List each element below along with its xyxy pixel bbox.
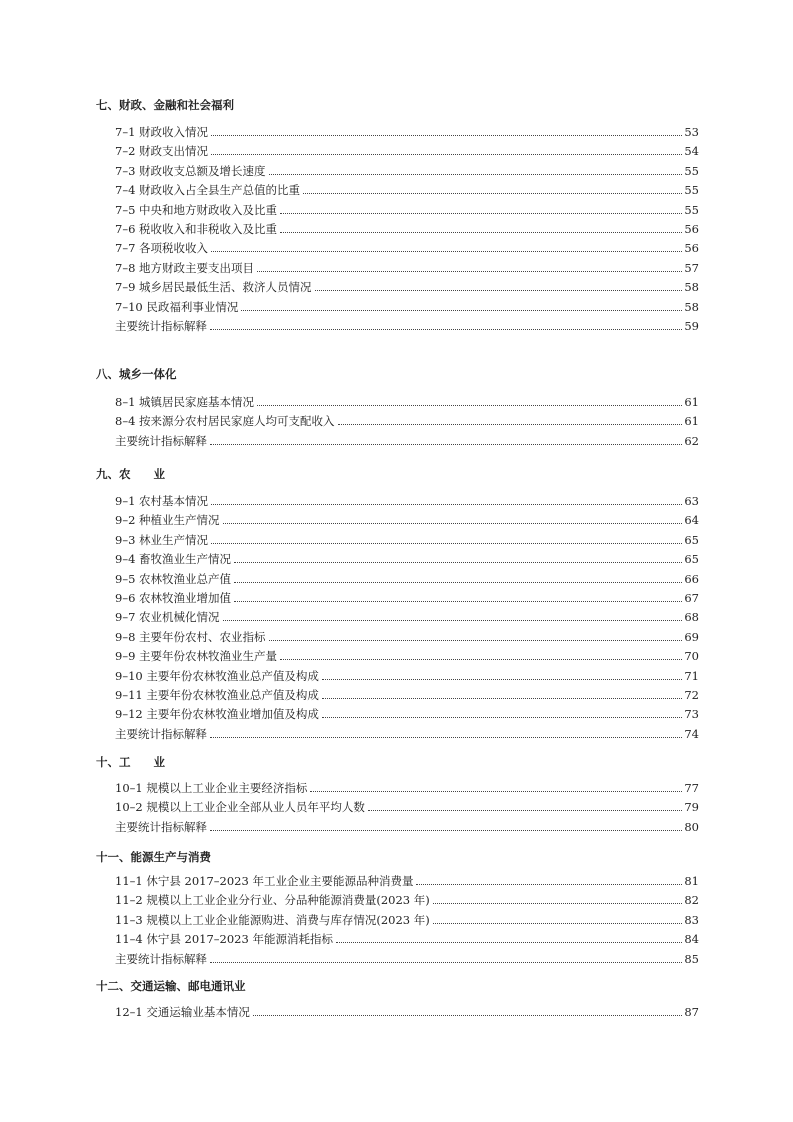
page-number: 53 [684,125,699,139]
page-number: 77 [684,781,699,795]
dot-leader [322,698,683,699]
dot-leader [210,830,682,831]
toc-entry[interactable] [115,512,699,528]
toc-entry[interactable] [115,413,699,429]
entry-title: 9–6 农林牧渔业增加值 [115,591,232,605]
page-number: 81 [684,874,699,888]
dot-leader [257,405,682,406]
toc-entry[interactable] [115,609,699,625]
page-number: 61 [684,414,699,429]
entry-title: 主要统计指标解释 [115,433,207,448]
toc-entry[interactable] [115,1004,699,1020]
toc-entry[interactable] [115,202,699,218]
entry-title: 7–6 税收收入和非税收入及比重 [115,222,278,236]
toc-entry[interactable] [115,571,699,587]
page-number: 64 [684,513,699,528]
entry-title: 11–1 休宁县 2017–2023 年工业企业主要能源品种消费量 [115,874,414,888]
page-number: 56 [684,241,699,256]
toc-entry[interactable] [115,143,699,159]
toc-entry[interactable] [115,687,699,703]
section-heading: 八、城乡一体化 [96,367,177,381]
toc-entry[interactable] [115,706,699,722]
toc-entry[interactable] [115,799,699,815]
entry-title: 9–10 主要年份农林牧渔业总产值及构成 [115,668,319,683]
dot-leader [433,923,683,924]
dot-leader [211,504,682,505]
page-number: 79 [684,800,699,815]
entry-title: 主要统计指标解释 [115,726,207,741]
page-number: 56 [684,222,699,236]
entry-title: 7–7 各项税收收入 [115,241,209,256]
dot-leader [211,154,682,155]
page-number: 58 [684,280,699,295]
dot-leader [310,791,682,792]
entry-title: 7–9 城乡居民最低生活、救济人员情况 [115,280,312,295]
entry-title: 11–4 休宁县 2017–2023 年能源消耗指标 [115,932,333,947]
dot-leader [210,329,682,330]
page-number: 82 [684,893,699,908]
dot-leader [234,582,682,583]
page-number: 55 [684,183,699,198]
page-number: 84 [684,932,699,947]
page-number: 66 [684,571,699,586]
entry-title: 7–4 财政收入占全县生产总值的比重 [115,183,301,198]
entry-title: 8–1 城镇居民家庭基本情况 [115,395,255,409]
page-number: 59 [684,319,699,333]
toc-entry[interactable] [115,629,699,645]
dot-leader [433,903,683,904]
dot-leader [211,543,682,544]
page-number: 55 [684,163,699,178]
page-number: 58 [684,299,699,314]
toc-entry[interactable] [115,532,699,548]
entry-title: 7–10 民政福利事业情况 [115,299,239,314]
entry-title: 9–1 农村基本情况 [115,494,209,508]
page-number: 70 [684,649,699,664]
dot-leader [223,523,683,524]
page-number: 61 [684,395,699,409]
section-heading: 九、农 业 [96,467,165,481]
toc-entry[interactable] [115,873,699,889]
dot-leader [336,942,682,943]
page-number: 83 [684,912,699,927]
page-number: 57 [684,260,699,275]
section-heading: 十二、交通运输、邮电通讯业 [96,979,246,993]
dot-leader [223,620,683,621]
entry-title: 9–3 林业生产情况 [115,532,209,547]
toc-entry[interactable] [115,819,699,835]
toc-entry[interactable] [115,260,699,276]
entry-title: 7–3 财政收支总额及增长速度 [115,163,266,178]
dot-leader [234,601,682,602]
dot-leader [303,193,682,194]
dot-leader [269,174,683,175]
toc-entry[interactable] [115,221,699,237]
entry-title: 11–2 规模以上工业企业分行业、分品种能源消费量(2023 年) [115,893,430,908]
page-number: 74 [684,726,699,741]
page-number: 63 [684,494,699,508]
entry-title: 8–4 按来源分农村居民家庭人均可支配收入 [115,414,335,429]
entry-title: 9–4 畜牧渔业生产情况 [115,552,232,567]
dot-leader [241,310,682,311]
toc-entry[interactable] [115,433,699,449]
entry-title: 9–11 主要年份农林牧渔业总产值及构成 [115,688,319,702]
entry-title: 9–12 主要年份农林牧渔业增加值及构成 [115,707,319,722]
section-heading: 七、财政、金融和社会福利 [96,98,234,112]
entry-title: 主要统计指标解释 [115,951,207,966]
page-number: 55 [684,202,699,217]
toc-entry[interactable] [115,912,699,928]
page-number: 54 [684,144,699,159]
entry-title: 11–3 规模以上工业企业能源购进、消费与库存情况(2023 年) [115,912,430,927]
entry-title: 9–8 主要年份农村、农业指标 [115,629,266,644]
page-number: 73 [684,707,699,722]
entry-title: 7–8 地方财政主要支出项目 [115,260,255,275]
entry-title: 7–1 财政收入情况 [115,125,209,139]
dot-leader [280,213,682,214]
dot-leader [210,962,682,963]
entry-title: 7–5 中央和地方财政收入及比重 [115,202,278,217]
entry-title: 10–1 规模以上工业企业主要经济指标 [115,781,308,795]
toc-entry[interactable] [115,726,699,742]
page-number: 85 [684,951,699,966]
toc-entry[interactable] [115,299,699,315]
toc-entry[interactable] [115,780,699,796]
dot-leader [269,640,683,641]
entry-title: 9–2 种植业生产情况 [115,513,220,528]
toc-entry[interactable] [115,493,699,509]
page-number: 68 [684,610,699,625]
page-number: 65 [684,532,699,547]
page-number: 69 [684,629,699,644]
dot-leader [322,717,683,718]
page-number: 72 [684,688,699,702]
dot-leader [211,251,682,252]
toc-entry[interactable] [115,668,699,684]
toc-entry[interactable] [115,240,699,256]
page-number: 80 [684,819,699,834]
dot-leader [322,679,683,680]
toc-entry[interactable] [115,318,699,334]
toc-entry[interactable] [115,124,699,140]
section-heading: 十、工 业 [96,755,165,769]
page-number: 67 [684,591,699,605]
toc-entry[interactable] [115,648,699,664]
entry-title: 主要统计指标解释 [115,319,207,333]
entry-title: 9–7 农业机械化情况 [115,610,220,625]
page-number: 62 [684,433,699,448]
page-number: 71 [684,668,699,683]
dot-leader [416,884,682,885]
dot-leader [211,135,682,136]
dot-leader [280,659,682,660]
toc-entry[interactable] [115,279,699,295]
toc-entry[interactable] [115,892,699,908]
toc-entry[interactable] [115,590,699,606]
page-number: 87 [684,1005,699,1019]
dot-leader [315,290,683,291]
toc-entry[interactable] [115,182,699,198]
entry-title: 9–5 农林牧渔业总产值 [115,571,232,586]
toc-entry[interactable] [115,551,699,567]
toc-entry[interactable] [115,951,699,967]
entry-title: 12–1 交通运输业基本情况 [115,1005,250,1019]
dot-leader [280,232,682,233]
dot-leader [338,424,683,425]
toc-entry[interactable] [115,394,699,410]
entry-title: 主要统计指标解释 [115,819,207,834]
toc-entry[interactable] [115,163,699,179]
dot-leader [234,562,682,563]
entry-title: 9–9 主要年份农林牧渔业生产量 [115,649,278,664]
entry-title: 10–2 规模以上工业企业全部从业人员年平均人数 [115,800,365,815]
toc-entry[interactable] [115,931,699,947]
entry-title: 7–2 财政支出情况 [115,144,209,159]
section-heading: 十一、能源生产与消费 [96,850,211,864]
dot-leader [253,1015,683,1016]
dot-leader [210,737,682,738]
dot-leader [257,271,682,272]
dot-leader [210,444,682,445]
page-number: 65 [684,552,699,567]
dot-leader [368,810,683,811]
